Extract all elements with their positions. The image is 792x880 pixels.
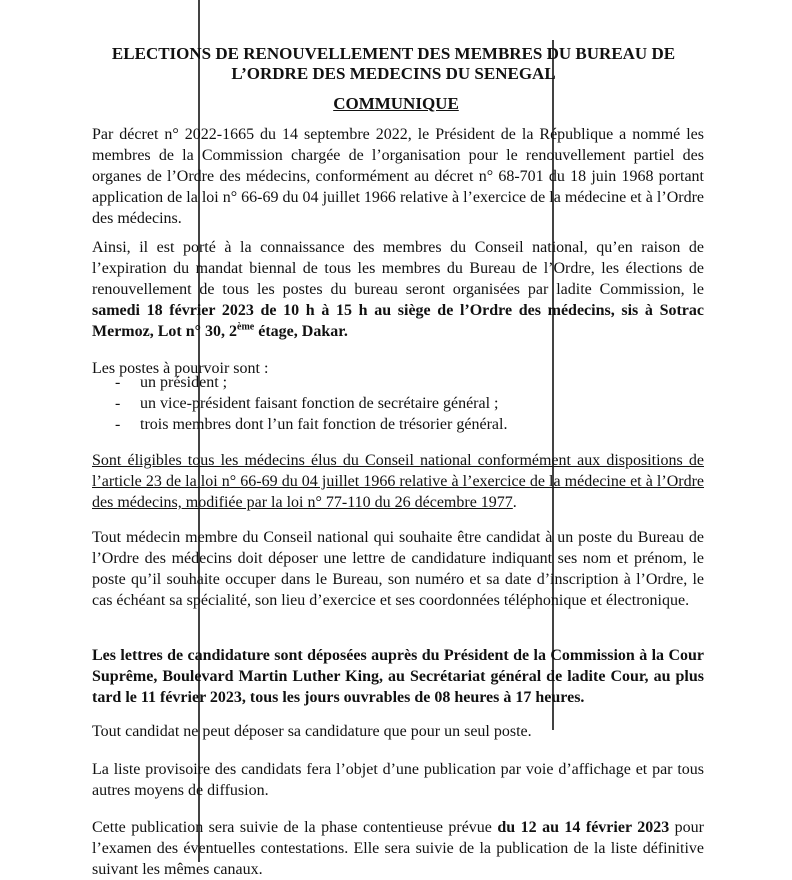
paragraph-text: pour l’examen des éventuelles contestations. Elle sera suivie de la publication de la liste définitive suivant les mêmes canaux. [92,819,704,878]
paragraph-candidacy-letter: Tout médecin membre du Conseil national qui souhaite être candidat à un poste du Bureau de l’Ordre des médecins doit déposer une lettre de candidature indiquant ses nom et prénom, le poste qu’il souhaite occuper dans le Bureau, son numéro et sa date d’inscription à l’Ordre, le cas échéant sa spécialité, son lieu d’exercice et ses coordonnées téléphonique et électronique. [92,529,704,609]
election-location-end: étage, Dakar. [254,323,348,340]
list-item: - un vice-président faisant fonction de secrétaire général ; [112,393,507,414]
paragraph-text: Cette publication sera suivie de la phase contentieuse prévue [92,819,498,836]
floor-superscript: ème [237,321,255,333]
election-date-location [92,302,704,340]
election-date-text: samedi 18 février 2023 de 10 h à 15 h au siège de l’Ordre des médecins, sis à Sotrac Mermoz, Lot n° 30, 2 [92,302,704,340]
paragraph-text: Ainsi, il est porté à la connaissance des membres du Conseil national, qu’en raison de l’expiration du mandat biennal de tous les membres du Bureau de l’Ordre, les élections de renouvellement de tous les postes du bureau seront organisées par ladite Commission, le [92,239,704,298]
paragraph-submission: Les lettres de candidature sont déposées auprès du Président de la Commission à la Cour Suprême, Boulevard Martin Luther King, au Secrétariat général de ladite Cour, au plus tard le 11 février 2023, tous les jours ouvrables de 08 heures à 17 heures. [92,647,704,706]
positions-list [112,372,507,435]
paragraph-eligibility [92,450,704,513]
paragraph-contentious-phase [92,817,704,880]
document-title-line-1: ELECTIONS DE RENOUVELLEMENT DES MEMBRES DU BUREAU DE [111,44,676,63]
positions-intro: Les postes à pourvoir sont : [92,360,269,377]
document-title-line-2: L’ORDRE DES MEDECINS DU SENEGAL [231,64,556,83]
paragraph-single-post: Tout candidat ne peut déposer sa candidature que pour un seul poste. [92,723,532,740]
paragraph-provisional-list: La liste provisoire des candidats fera l’objet d’une publication par voie d’affichage et par tous autres moyens de diffusion. [92,761,704,799]
eligibility-end: . [512,494,517,511]
paragraph-election-date [92,237,704,342]
eligibility-text: Sont éligibles tous les médecins élus du Conseil national conformément aux dispositions de l’article 23 de la loi n° 66-69 du 04 juillet 1966 relative à l’exercice de la médecine et à l’Ordre des médecins, modifiée par la loi n° 77-110 du 26 décembre 1977 [92,452,704,511]
paragraph-decree: Par décret n° 2022-1665 du 14 septembre 2022, le Président de la République a nommé les membres de la Commission chargée de l’organisation pour le renouvellement partiel des organes de l’Ordre des médecins, conformément au décret n° 68-701 du 18 juin 1968 portant application de la loi n° 66-69 du 04 juillet 1966 relative à l’exercice de la médecine et à l’Ordre des médecins. [92,126,704,227]
list-item: - trois membres dont l’un fait fonction de trésorier général. [112,414,507,435]
contentious-dates: du 12 au 14 février 2023 [497,819,670,836]
communique-heading: COMMUNIQUE [333,94,459,113]
list-item: - un président ; [112,372,507,393]
